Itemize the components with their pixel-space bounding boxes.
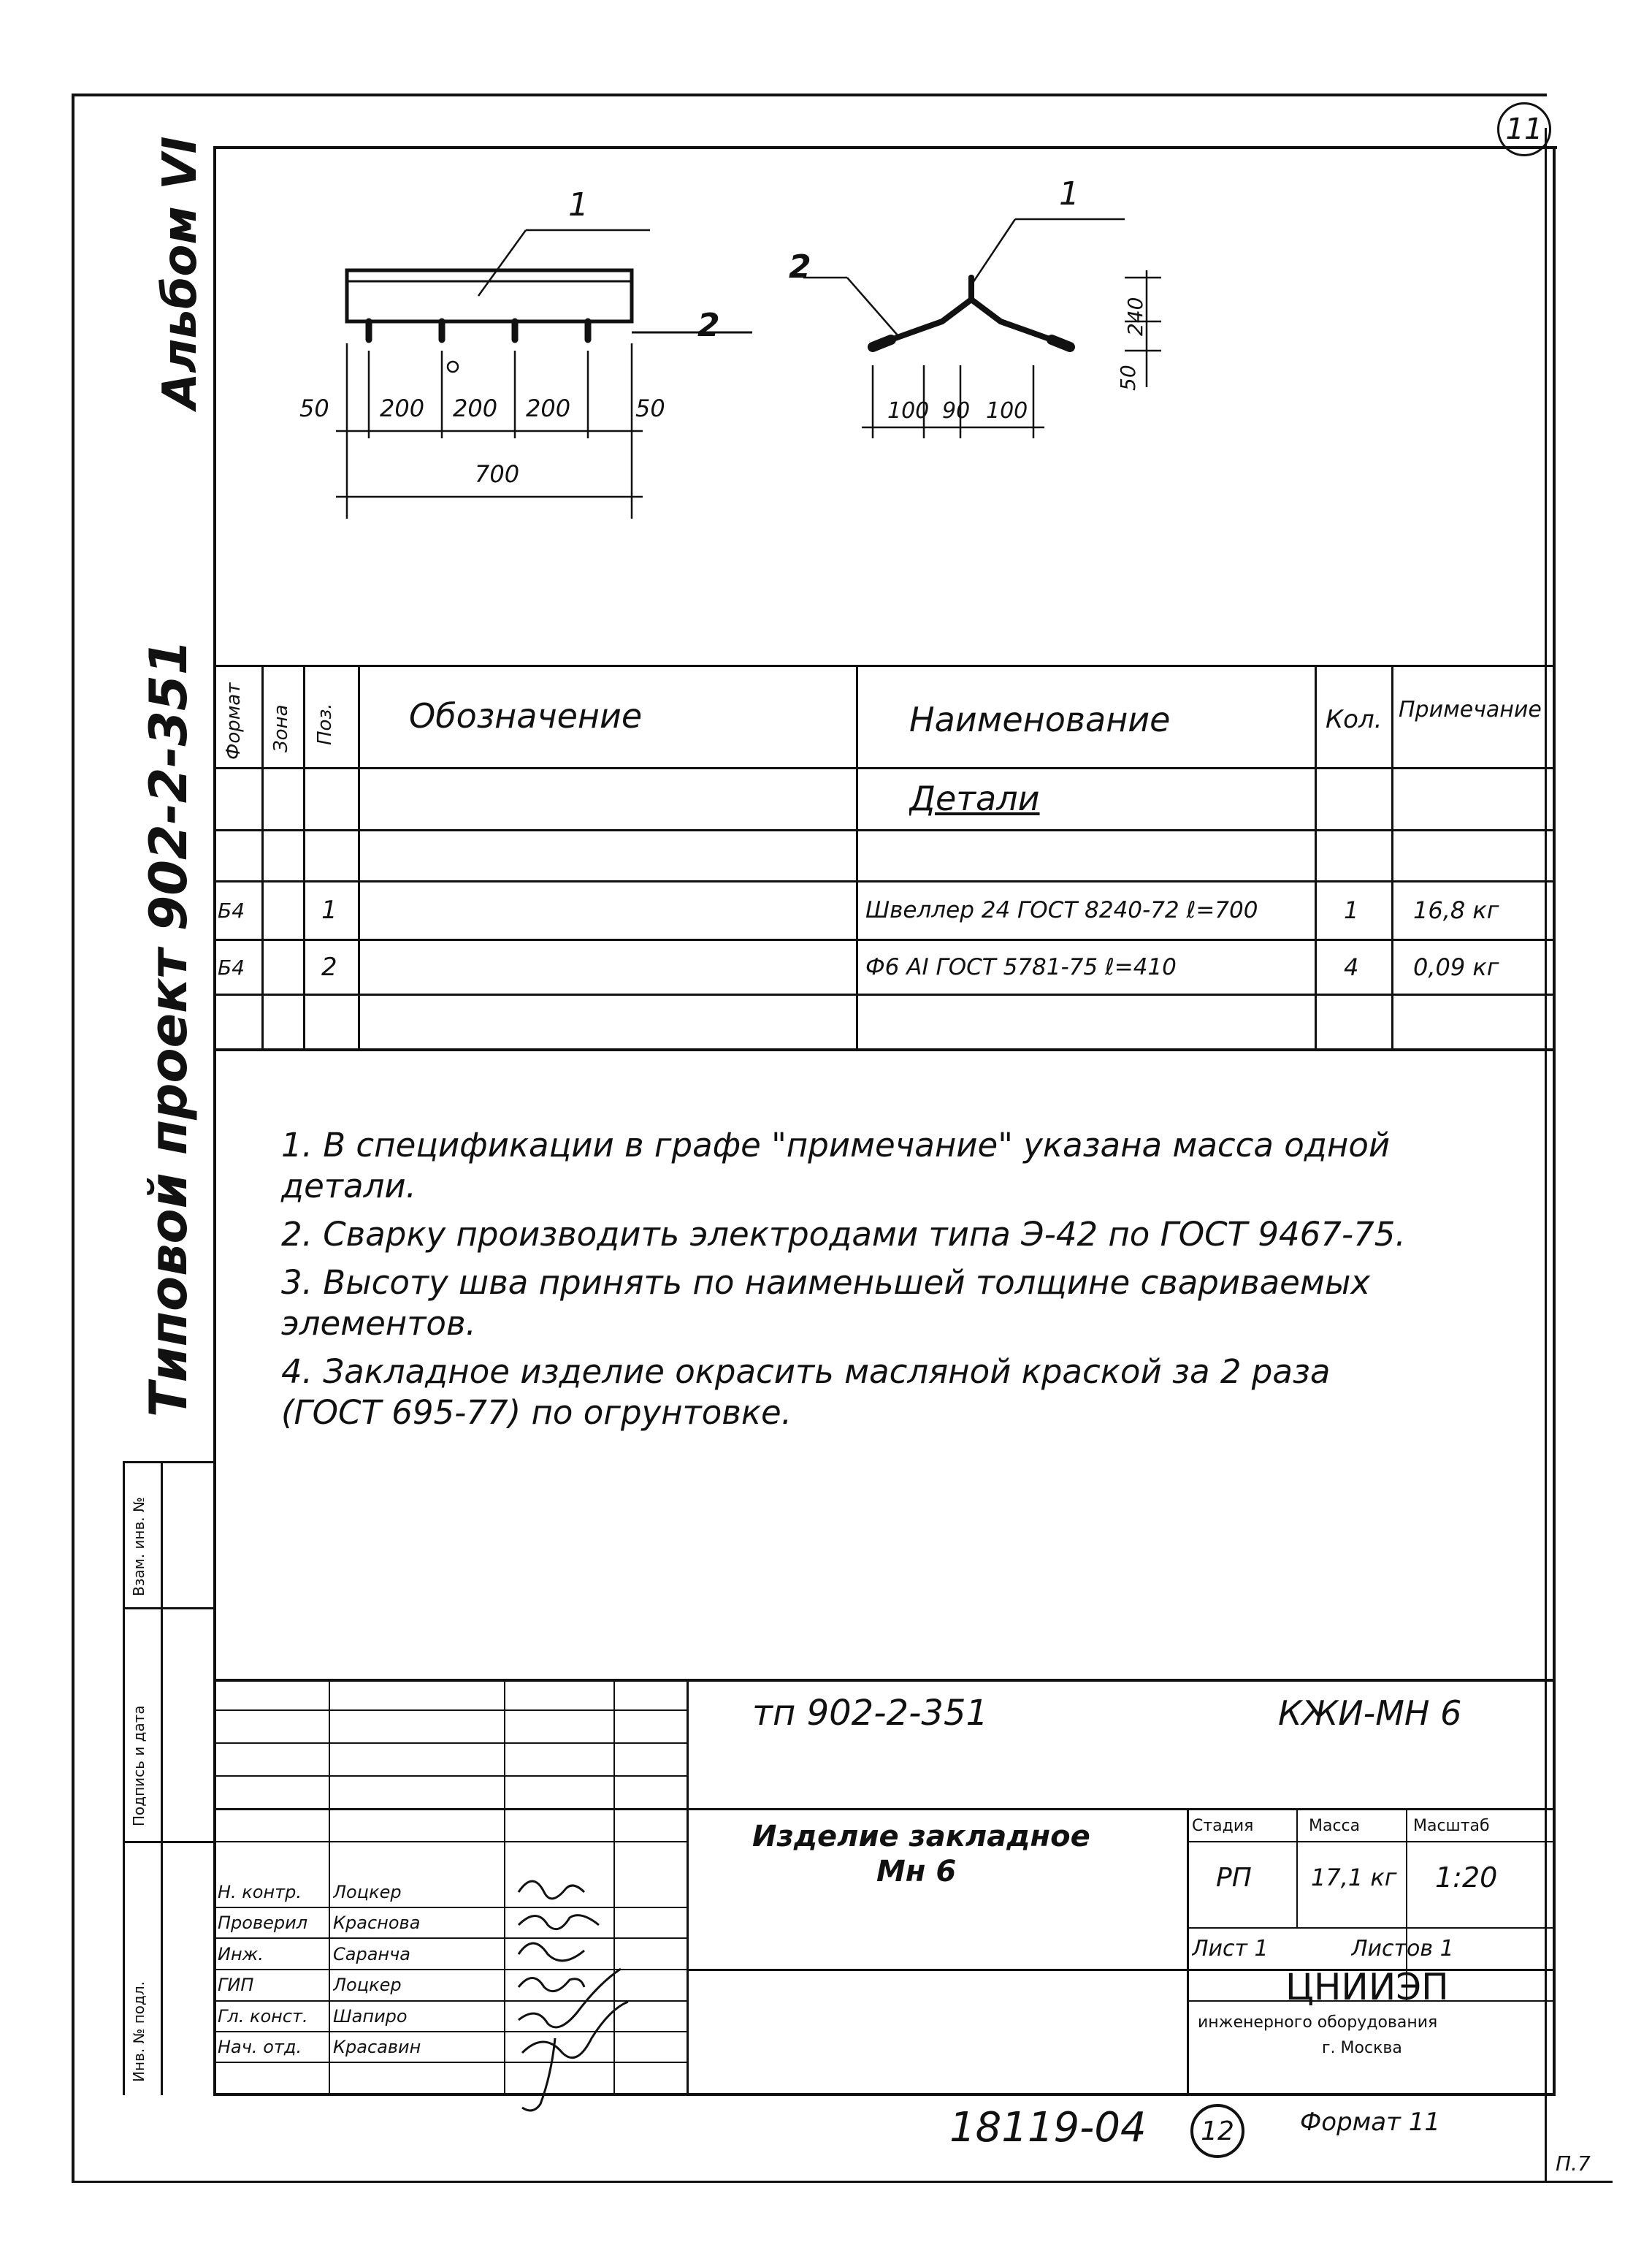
row1-format: Б4: [218, 898, 245, 923]
org-sub2: г. Москва: [1322, 2038, 1402, 2057]
sig-role-3: Инж.: [218, 1944, 264, 1964]
mass-label: Масса: [1309, 1816, 1361, 1835]
sig-name-1: Лоцкер: [333, 1882, 402, 1902]
sheet-code: КЖИ-МН 6: [1278, 1693, 1462, 1733]
side-dim-2: 90: [942, 398, 971, 424]
section-title: Детали: [909, 778, 1040, 818]
stage-value: РП: [1216, 1862, 1252, 1893]
side-callout-1: 1: [1059, 175, 1079, 213]
sig-role-2: Проверил: [218, 1913, 308, 1933]
side-dim-height: 240: [1123, 297, 1147, 336]
sig-role-4: ГИП: [218, 1975, 254, 1995]
sheet-mark: [1497, 102, 1551, 156]
sig-role-6: Нач. отд.: [218, 2037, 302, 2057]
archive-number: 18119-04: [949, 2104, 1147, 2151]
front-view-drawing: [278, 175, 803, 555]
side-dim-1: 100: [887, 398, 930, 424]
sig-name-4: Лоцкер: [333, 1975, 402, 1995]
org-name: ЦНИИЭП: [1285, 1966, 1449, 2008]
front-callout-1: 1: [568, 186, 589, 224]
item-name-line1: Изделие закладное: [752, 1820, 1090, 1853]
side-dim-3: 100: [986, 398, 1028, 424]
sig-name-3: Саранча: [333, 1944, 410, 1964]
side-dim-foot: 50: [1116, 365, 1140, 391]
stamp-col-left: [123, 1461, 125, 2095]
row1-name: Швеллер 24 ГОСТ 8240-72 ℓ=700: [865, 897, 1258, 923]
col-header-format: Формат: [223, 682, 245, 760]
note-2: 2. Сварку производить электродами типа Э-42 по ГОСТ 9467-75.: [281, 1215, 1406, 1254]
stamp-label-signature: Подпись и дата: [130, 1705, 148, 1826]
row1-note: 16,8 кг: [1413, 896, 1499, 924]
album-label: Альбом VI: [153, 136, 207, 409]
sig-name-6: Красавин: [333, 2037, 421, 2057]
front-dim-3: 200: [453, 394, 498, 422]
doc-code: тп 902-2-351: [752, 1693, 989, 1734]
project-label: Типовой проект 902-2-351: [139, 639, 199, 1417]
stamp-row-1: [123, 1461, 215, 1463]
stamp-row-2: [123, 1607, 215, 1609]
frame-right: [1553, 146, 1556, 2095]
item-name-line2: Мн 6: [876, 1855, 957, 1888]
org-sub1: инженерного оборудования: [1198, 2013, 1438, 2032]
page-circle-number: 12: [1201, 2116, 1234, 2146]
outer-frame-left: [72, 94, 74, 2183]
sheet-number: Лист 1: [1192, 1936, 1269, 1962]
frame-left: [213, 146, 216, 2095]
item-name: [752, 1819, 1090, 1889]
col-header-name: Наименование: [909, 700, 1171, 739]
format-label: Формат 11: [1300, 2108, 1441, 2137]
stamp-row-3: [123, 1841, 215, 1843]
row2-pos: 2: [321, 953, 337, 982]
frame-top: [213, 146, 1557, 149]
sig-role-1: Н. контр.: [218, 1882, 302, 1902]
row2-qty: 4: [1344, 953, 1359, 981]
note-4: 4. Закладное изделие окрасить масляной краской за 2 раза (ГОСТ 695-77) по огрунтовке.: [281, 1352, 1331, 1432]
outer-frame-right: [1545, 128, 1547, 2181]
row1-pos: 1: [321, 896, 337, 925]
note-3: 3. Высоту шва принять по наименьшей толщине свариваемых элементов.: [281, 1263, 1370, 1343]
front-dim-5: 50: [635, 394, 665, 422]
row2-name: Ф6 AI ГОСТ 5781-75 ℓ=410: [865, 954, 1177, 980]
signature-scribbles: [511, 1870, 701, 2140]
col-header-pos: Поз.: [314, 703, 336, 745]
corner-note: П.7: [1556, 2151, 1591, 2176]
col-header-zone: Зона: [270, 704, 292, 752]
stamp-label-inventory: Инв. № подл.: [130, 1981, 148, 2082]
col-header-qty: Кол.: [1326, 705, 1383, 734]
sig-role-5: Гл. конст.: [218, 2006, 308, 2027]
notes: [281, 1125, 1420, 1433]
row2-note: 0,09 кг: [1413, 953, 1499, 981]
row1-qty: 1: [1344, 896, 1359, 924]
note-1: 1. В спецификации в графе "примечание" указана масса одной детали.: [281, 1126, 1391, 1205]
outer-frame-top: [72, 94, 1547, 96]
scale-label: Масштаб: [1413, 1816, 1490, 1835]
page-circle: [1190, 2104, 1244, 2158]
front-dim-1: 50: [299, 394, 329, 422]
front-dim-total: 700: [475, 460, 520, 488]
scale-value: 1:20: [1435, 1861, 1498, 1894]
row2-format: Б4: [218, 955, 245, 980]
sheets-total: Листов 1: [1351, 1936, 1454, 1962]
sheet-mark-number: 11: [1505, 113, 1543, 146]
col-header-note: Примечание: [1399, 697, 1542, 723]
mass-value: 17,1 кг: [1311, 1864, 1397, 1891]
front-dim-2: 200: [380, 394, 425, 422]
stage-label: Стадия: [1192, 1816, 1254, 1835]
col-header-designation: Обозначение: [409, 696, 643, 736]
stamp-col-mid: [161, 1461, 163, 2095]
side-callout-2: 2: [789, 248, 811, 286]
outer-frame-bottom: [72, 2181, 1613, 2183]
sig-name-5: Шапиро: [333, 2006, 408, 2027]
sig-name-2: Краснова: [333, 1913, 421, 1933]
frame-bottom: [213, 2093, 1556, 2096]
stamp-label-replace: Взам. инв. №: [130, 1497, 148, 1596]
front-dim-4: 200: [526, 394, 571, 422]
front-callout-2: 2: [697, 307, 720, 344]
